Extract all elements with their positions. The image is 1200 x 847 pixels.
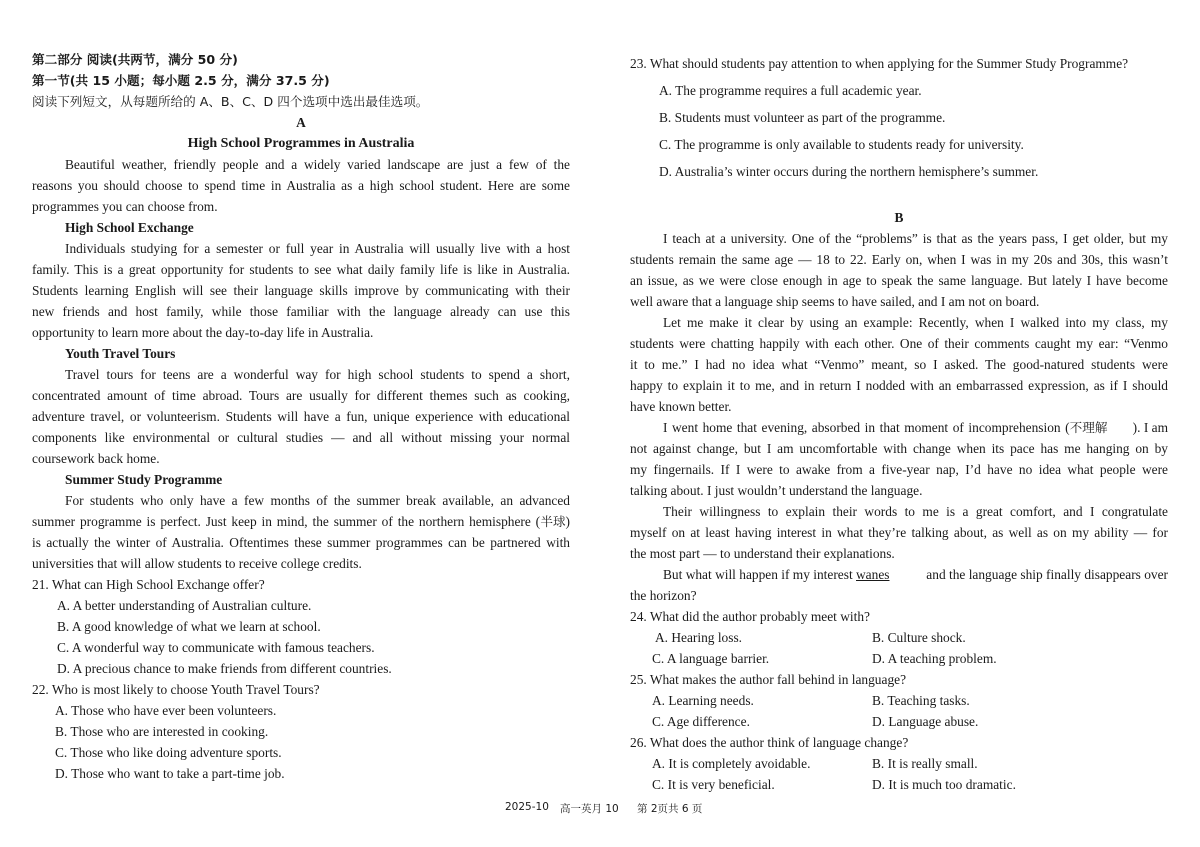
passage-b-text: and the language ship finally disappears over [922,567,1168,582]
option: B. Teaching tasks. [872,693,970,708]
section-heading-exchange: High School Exchange [65,220,194,235]
passage-b-line: myself on at least having interest in what they’re talking about, as well as on my ability — for [630,525,1168,540]
option: B. Culture shock. [872,630,966,645]
option: B. Those who are interested in cooking. [55,724,269,739]
question-23: 23. What should students pay attention to when applying for the Summer Study Programme? [630,56,1129,71]
passage-b-line: students remain the same age — 18 to 22. Early on, when I was in my 20s and 30s, this wasn’t [630,252,1168,267]
passage-a-line: is actually the winter of Australia. Oftentimes these summer programmes can be partnered with [32,535,570,550]
option: C. It is very beneficial. [652,777,775,792]
passage-b-line: the horizon? [630,588,697,603]
passage-b-text: I went home that evening, absorbed in that moment of incomprehension ( [663,420,1070,435]
option: A. Those who have ever been volunteers. [55,703,277,718]
footer-exam: 高一英月 10 [560,803,619,815]
part-title: 第二部分 阅读(共两节，满分 50 分) [32,52,238,67]
passage-b-line: the most part — to understand their explanations. [630,546,895,561]
vocab-underlined-wanes: wanes [856,567,890,582]
question-22: 22. Who is most likely to choose Youth Travel Tours? [32,682,320,697]
passage-a-letter: A [296,115,306,130]
option: C. A wonderful way to communicate with famous teachers. [57,640,375,655]
passage-b-line: it to me.” I had no idea what “Venmo” meant, so I asked. The good-natured students were [630,357,1168,372]
passage-a-line: Travel tours for teens are a wonderful way for high school students to spend a short, [65,367,570,382]
passage-a-line: universities that will allow students to receive college credits. [32,556,362,571]
option: D. A teaching problem. [872,651,997,666]
passage-a-line: Students learning English will see their language skills improve by communicating with their [32,283,570,298]
passage-b-line: my fingernails. If I were to awake from a five-year nap, I’d have no idea what people were [630,462,1168,477]
instruction: 阅读下列短文，从每题所给的 A、B、C、D 四个选项中选出最佳选项。 [32,94,429,109]
question-21: 21. What can High School Exchange offer? [32,577,265,592]
option: B. A good knowledge of what we learn at school. [57,619,321,634]
option: A. It is completely avoidable. [652,756,811,771]
section-heading-summer: Summer Study Programme [65,472,223,487]
passage-b-line: I teach at a university. One of the “problems” is that as the years pass, I get older, but my [663,231,1168,246]
passage-a-line: opportunity to learn more about the day-to-day life in Australia. [32,325,374,340]
question-24: 24. What did the author probably meet with? [630,609,870,624]
passage-a-line: adventure travel, or volunteerism. Students will have a fun, unique experience with educational [32,409,570,424]
question-25: 25. What makes the author fall behind in language? [630,672,907,687]
option: A. A better understanding of Australian culture. [57,598,312,613]
question-26: 26. What does the author think of language change? [630,735,909,750]
passage-b-text: ). I am [1132,420,1168,435]
passage-a-text: summer programme is perfect. Just keep in mind, the summer of the northern hemisphere ( [32,514,541,529]
passage-a-title: High School Programmes in Australia [187,136,415,151]
option: D. Language abuse. [872,714,979,729]
passage-b-letter: B [894,210,904,225]
passage-a-line: coursework back home. [32,451,160,466]
option: C. A language barrier. [652,651,770,666]
passage-a-line: Individuals studying for a semester or full year in Australia will usually live with a host [65,241,570,256]
annotation-incomprehension: 不理解 [1069,420,1108,435]
passage-a-line: family. This is a great opportunity for students to see what daily family life is like in Australia. [32,262,570,277]
passage-a-line: Beautiful weather, friendly people and a widely varied landscape are just a few of the [65,157,570,172]
option: A. The programme requires a full academic year. [659,83,922,98]
passage-b-line: have known better. [630,399,732,414]
passage-b-line: happy to explain it to me, and in return I nodded with an embarrassed expression, as if I should [630,378,1168,393]
option: D. Those who want to take a part-time job. [55,766,285,781]
option: B. It is really small. [872,756,978,771]
passage-b-line: not against change, but I am uncomfortable with change when its pace has me hanging on by [630,441,1168,456]
section-heading-tours: Youth Travel Tours [65,346,176,361]
passage-a-line: components like environmental or cultural studies — and all without missing your normal [32,430,570,445]
option: D. Australia’s winter occurs during the northern hemisphere’s summer. [659,164,1039,179]
annotation-hemisphere: 半球 [540,514,566,529]
passage-a-line: concentrated amount of time abroad. Tours are usually for different themes such as cooking, [32,388,570,403]
passage-a-line: programmes you can choose from. [32,199,218,214]
option: C. Age difference. [652,714,750,729]
footer-date: 2025-10 [505,801,549,813]
passage-b-text: But what will happen if my interest [663,567,857,582]
option: C. The programme is only available to students ready for university. [659,137,1024,152]
option: A. Learning needs. [652,693,754,708]
passage-b-line [663,566,1168,584]
passage-a-text: ) [565,514,570,529]
option: B. Students must volunteer as part of the programme. [659,110,946,125]
option: D. A precious chance to make friends from different countries. [57,661,392,676]
section-title: 第一节(共 15 小题；每小题 2.5 分，满分 37.5 分) [32,73,330,88]
passage-b-line: well aware that a language ship seems to have sailed, and I am not on board. [630,294,1040,309]
passage-b-line: Let me make it clear by using an example: Recently, when I walked into my class, my [663,315,1168,330]
passage-a-line: reasons you should choose to spend time in Australia as a high school student. Here are some [32,178,570,193]
passage-b-line: talking about. I just wouldn’t understand the language. [630,483,923,498]
footer-page-number: 第 2页共 6 页 [637,803,703,815]
passage-b-line [663,419,1168,437]
option: C. Those who like doing adventure sports. [55,745,282,760]
passage-b-line: students were chatting happily with each other. One of their comments caught my ear: “Venmo [630,336,1168,351]
passage-a-line [32,513,570,531]
option: D. It is much too dramatic. [872,777,1016,792]
passage-a-line: For students who only have a few months of the summer break available, an advanced [65,493,570,508]
passage-b-line: Their willingness to explain their words to me is a great comfort, and I congratulate [663,504,1168,519]
option: A. Hearing loss. [655,630,743,645]
passage-b-line: an issue, as we were close enough in age to speak the same language. But lately I have become [630,273,1168,288]
passage-a-line: new friends and host family, while those familiar with the language already can use this [32,304,570,319]
